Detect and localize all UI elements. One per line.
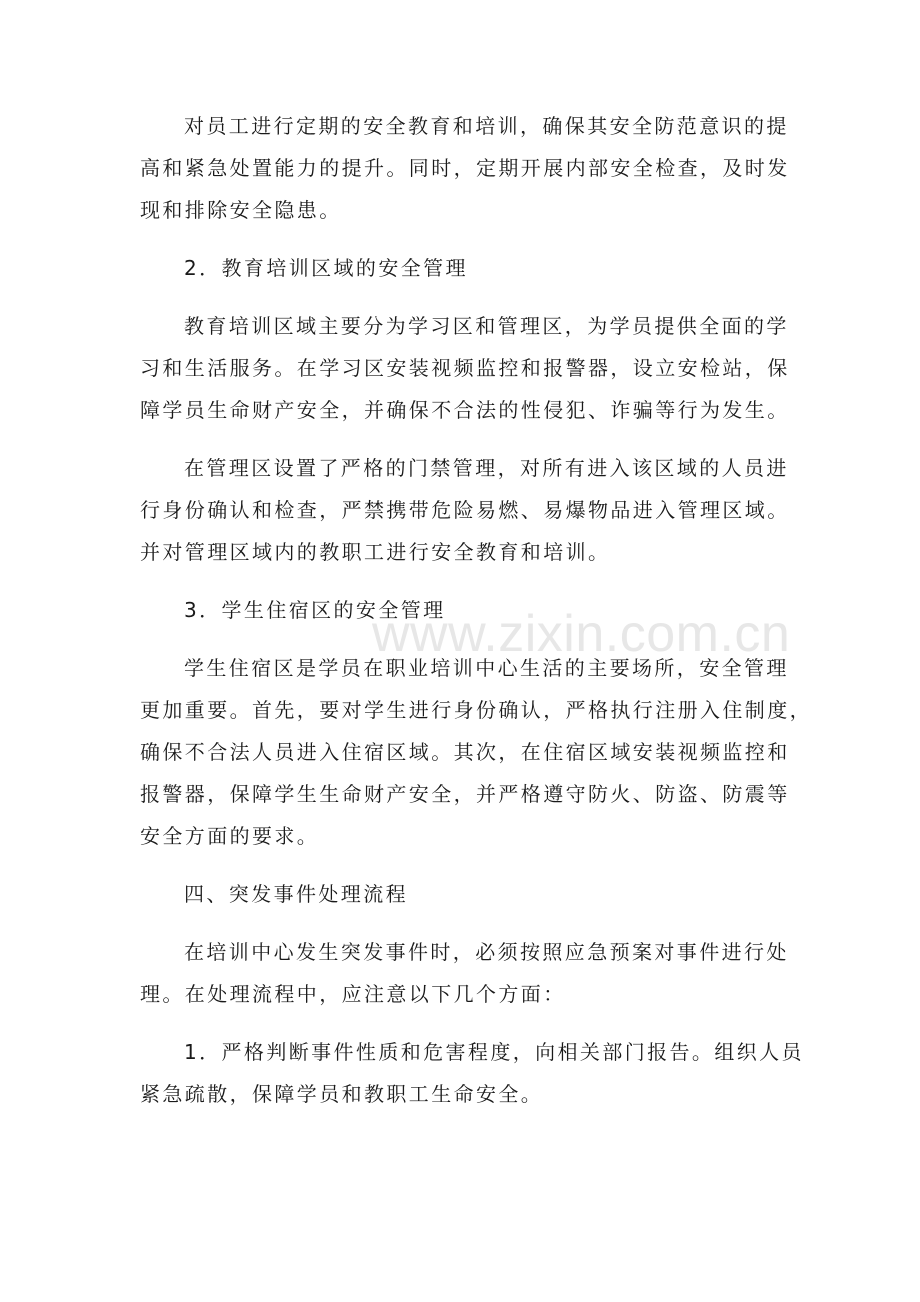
paragraph-line: 确保不合法人员进入住宿区域。其次，在住宿区域安装视频监控和 (140, 740, 790, 764)
list-item-line: 紧急疏散，保障学员和教职工生命安全。 (140, 1082, 544, 1106)
paragraph-line: 行身份确认和检查，严禁携带危险易燃、易爆物品进入管理区域。 (140, 498, 790, 522)
list-item-line: 1．严格判断事件性质和危害程度，向相关部门报告。组织人员 (184, 1040, 804, 1064)
paragraph-line: 对员工进行定期的安全教育和培训，确保其安全防范意识的提 (184, 114, 789, 138)
section-heading: 2．教育培训区域的安全管理 (184, 256, 468, 280)
paragraph-line: 教育培训区域主要分为学习区和管理区，为学员提供全面的学 (184, 314, 789, 338)
paragraph-line: 理。在处理流程中，应注意以下几个方面： (140, 982, 566, 1006)
paragraph-line: 高和紧急处置能力的提升。同时，定期开展内部安全检查，及时发 (140, 156, 790, 180)
paragraph-line: 现和排除安全隐患。 (140, 198, 342, 222)
section-heading: 四、突发事件处理流程 (184, 882, 408, 906)
section-heading: 3．学生住宿区的安全管理 (184, 598, 446, 622)
paragraph-line: 学生住宿区是学员在职业培训中心生活的主要场所，安全管理 (184, 656, 789, 680)
watermark-text: www.zixin.com.cn (372, 605, 791, 663)
paragraph-line: 习和生活服务。在学习区安装视频监控和报警器，设立安检站，保 (140, 356, 790, 380)
paragraph-line: 并对管理区域内的教职工进行安全教育和培训。 (140, 540, 611, 564)
paragraph-line: 障学员生命财产安全，并确保不合法的性侵犯、诈骗等行为发生。 (140, 398, 790, 422)
paragraph-line: 安全方面的要求。 (140, 824, 320, 848)
paragraph-line: 报警器，保障学生生命财产安全，并严格遵守防火、防盗、防震等 (140, 782, 790, 806)
paragraph-line: 在培训中心发生突发事件时，必须按照应急预案对事件进行处 (184, 940, 789, 964)
paragraph-line: 更加重要。首先，要对学生进行身份确认，严格执行注册入住制度， (140, 698, 812, 722)
paragraph-line: 在管理区设置了严格的门禁管理，对所有进入该区域的人员进 (184, 456, 789, 480)
